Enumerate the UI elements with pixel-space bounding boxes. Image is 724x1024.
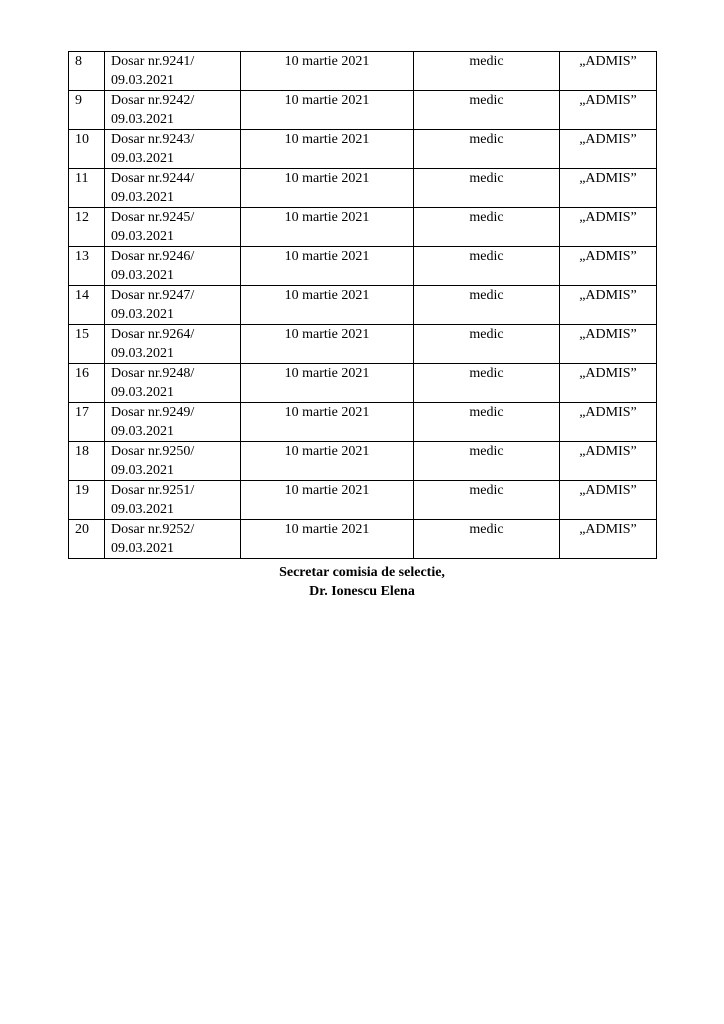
dosar-date: 09.03.2021 [111,190,174,205]
signature-title: Secretar comisia de selectie, [279,565,445,580]
exam-date: 10 martie 2021 [241,520,414,559]
result-status: „ADMIS” [560,52,657,91]
result-status: „ADMIS” [560,247,657,286]
row-number: 8 [69,52,105,91]
signature-name: Dr. Ionescu Elena [309,584,415,599]
row-number: 14 [69,286,105,325]
row-number: 9 [69,91,105,130]
result-status: „ADMIS” [560,286,657,325]
dosar-date: 09.03.2021 [111,463,174,478]
table-row [69,520,657,559]
dosar-date: 09.03.2021 [111,151,174,166]
dosar-date: 09.03.2021 [111,307,174,322]
position-role: medic [414,286,560,325]
dosar-cell [105,286,241,325]
result-status: „ADMIS” [560,169,657,208]
exam-date: 10 martie 2021 [241,403,414,442]
result-status: „ADMIS” [560,403,657,442]
dosar-number: Dosar nr.9248/ [111,366,195,381]
exam-date: 10 martie 2021 [241,208,414,247]
row-number: 10 [69,130,105,169]
table-row [69,286,657,325]
position-role: medic [414,481,560,520]
dosar-cell [105,208,241,247]
position-role: medic [414,169,560,208]
exam-date: 10 martie 2021 [241,169,414,208]
dosar-date: 09.03.2021 [111,268,174,283]
dosar-cell [105,52,241,91]
dosar-number: Dosar nr.9242/ [111,93,195,108]
dosar-date: 09.03.2021 [111,112,174,127]
dosar-cell [105,169,241,208]
table-row [69,91,657,130]
table-row [69,325,657,364]
dosar-number: Dosar nr.9251/ [111,483,195,498]
row-number: 13 [69,247,105,286]
table-row [69,364,657,403]
row-number: 19 [69,481,105,520]
dosar-cell [105,325,241,364]
exam-date: 10 martie 2021 [241,52,414,91]
row-number: 12 [69,208,105,247]
position-role: medic [414,403,560,442]
dosar-number: Dosar nr.9252/ [111,522,195,537]
result-status: „ADMIS” [560,325,657,364]
exam-date: 10 martie 2021 [241,481,414,520]
dosar-date: 09.03.2021 [111,346,174,361]
table-row [69,247,657,286]
exam-date: 10 martie 2021 [241,364,414,403]
dosar-number: Dosar nr.9247/ [111,288,195,303]
dosar-cell [105,520,241,559]
dosar-date: 09.03.2021 [111,502,174,517]
row-number: 18 [69,442,105,481]
row-number: 11 [69,169,105,208]
exam-date: 10 martie 2021 [241,442,414,481]
result-status: „ADMIS” [560,481,657,520]
signature-block [68,563,656,601]
dosar-cell [105,442,241,481]
dosar-date: 09.03.2021 [111,541,174,556]
position-role: medic [414,520,560,559]
dosar-date: 09.03.2021 [111,385,174,400]
dosar-number: Dosar nr.9264/ [111,327,195,342]
dosar-cell [105,403,241,442]
result-status: „ADMIS” [560,442,657,481]
table-row [69,52,657,91]
dosar-cell [105,247,241,286]
position-role: medic [414,247,560,286]
dosar-number: Dosar nr.9246/ [111,249,195,264]
position-role: medic [414,52,560,91]
dosar-cell [105,130,241,169]
position-role: medic [414,91,560,130]
dosar-date: 09.03.2021 [111,229,174,244]
exam-date: 10 martie 2021 [241,91,414,130]
dosar-cell [105,91,241,130]
exam-date: 10 martie 2021 [241,130,414,169]
table-row [69,481,657,520]
row-number: 16 [69,364,105,403]
row-number: 15 [69,325,105,364]
results-table-body [69,52,657,559]
table-row [69,130,657,169]
row-number: 17 [69,403,105,442]
table-row [69,208,657,247]
result-status: „ADMIS” [560,520,657,559]
dosar-date: 09.03.2021 [111,424,174,439]
dosar-number: Dosar nr.9250/ [111,444,195,459]
exam-date: 10 martie 2021 [241,286,414,325]
dosar-number: Dosar nr.9244/ [111,171,195,186]
table-row [69,442,657,481]
result-status: „ADMIS” [560,364,657,403]
exam-date: 10 martie 2021 [241,325,414,364]
dosar-number: Dosar nr.9243/ [111,132,195,147]
position-role: medic [414,208,560,247]
dosar-number: Dosar nr.9241/ [111,54,195,69]
position-role: medic [414,442,560,481]
dosar-number: Dosar nr.9245/ [111,210,195,225]
row-number: 20 [69,520,105,559]
table-row [69,169,657,208]
position-role: medic [414,364,560,403]
results-table [68,51,657,559]
exam-date: 10 martie 2021 [241,247,414,286]
dosar-date: 09.03.2021 [111,73,174,88]
position-role: medic [414,130,560,169]
dosar-number: Dosar nr.9249/ [111,405,195,420]
result-status: „ADMIS” [560,130,657,169]
dosar-cell [105,364,241,403]
result-status: „ADMIS” [560,208,657,247]
result-status: „ADMIS” [560,91,657,130]
position-role: medic [414,325,560,364]
table-row [69,403,657,442]
dosar-cell [105,481,241,520]
